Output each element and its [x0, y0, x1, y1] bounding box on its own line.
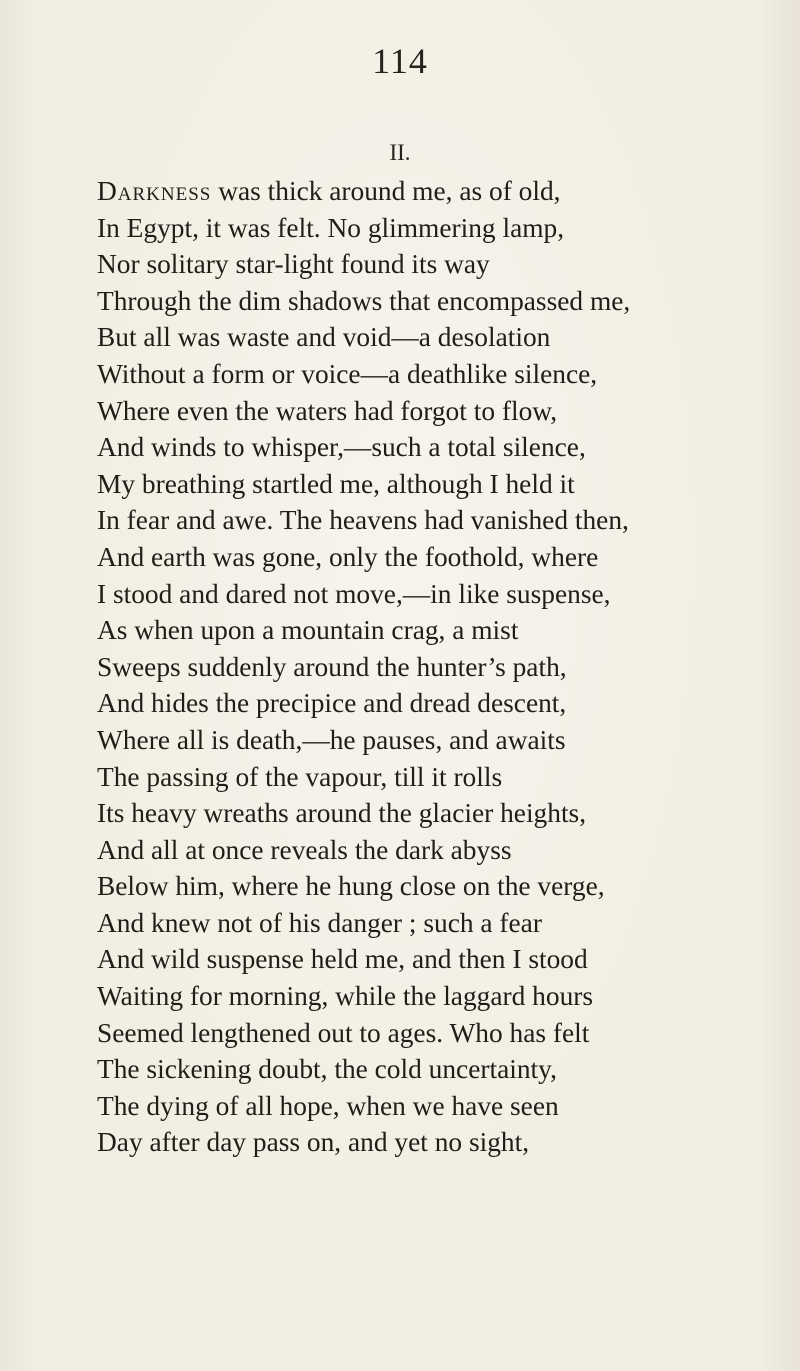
poem-line: The sickening doubt, the cold uncertainty,	[97, 1054, 557, 1085]
poem-line: And winds to whisper,—such a total silence,	[97, 432, 586, 463]
poem-line: And earth was gone, only the foothold, where	[97, 541, 599, 572]
poem-line: And wild suspense held me, and then I stood	[97, 944, 588, 975]
poem-line-1-rest: was thick around me, as of old,	[211, 176, 561, 206]
section-number: II.	[389, 140, 411, 165]
poem-line: Below him, where he hung close on the verge,	[97, 871, 605, 902]
poem-line: The dying of all hope, when we have seen	[97, 1090, 559, 1121]
poem-line: Sweeps suddenly around the hunter’s path,	[97, 651, 567, 682]
poem-line: And hides the precipice and dread descent,	[97, 688, 567, 719]
poem-line: My breathing startled me, although I held it	[97, 468, 575, 499]
poem-line: Where all is death,—he pauses, and awaits	[97, 724, 566, 755]
poem-line: Day after day pass on, and yet no sight,	[97, 1127, 530, 1158]
poem-line: Through the dim shadows that encompassed me,	[97, 285, 631, 316]
poem-line: But all was waste and void—a desolation	[97, 322, 551, 353]
poem-line: Seemed lengthened out to ages. Who has felt	[97, 1017, 590, 1048]
page-number: 114	[372, 41, 428, 81]
poem-text	[97, 173, 797, 1161]
poem-line: In fear and awe. The heavens had vanished then,	[97, 505, 629, 536]
poem-line: Without a form or voice—a deathlike silence,	[97, 358, 598, 389]
poem-line: Where even the waters had forgot to flow,	[97, 395, 558, 426]
poem-line: And knew not of his danger ; such a fear	[97, 907, 542, 938]
poem-line: As when upon a mountain crag, a mist	[97, 615, 519, 646]
poem-line: The passing of the vapour, till it rolls	[97, 761, 503, 792]
poem-line: Waiting for morning, while the laggard hours	[97, 981, 594, 1012]
poem-line: And all at once reveals the dark abyss	[97, 834, 512, 865]
poem-line-1	[97, 173, 797, 210]
drop-word: Darkness	[97, 176, 212, 206]
poem-line: Its heavy wreaths around the glacier heights,	[97, 798, 587, 829]
poem-line: In Egypt, it was felt. No glimmering lamp,	[97, 212, 565, 243]
poem-line: I stood and dared not move,—in like suspense,	[97, 578, 611, 609]
poem-line: Nor solitary star-light found its way	[97, 249, 490, 280]
